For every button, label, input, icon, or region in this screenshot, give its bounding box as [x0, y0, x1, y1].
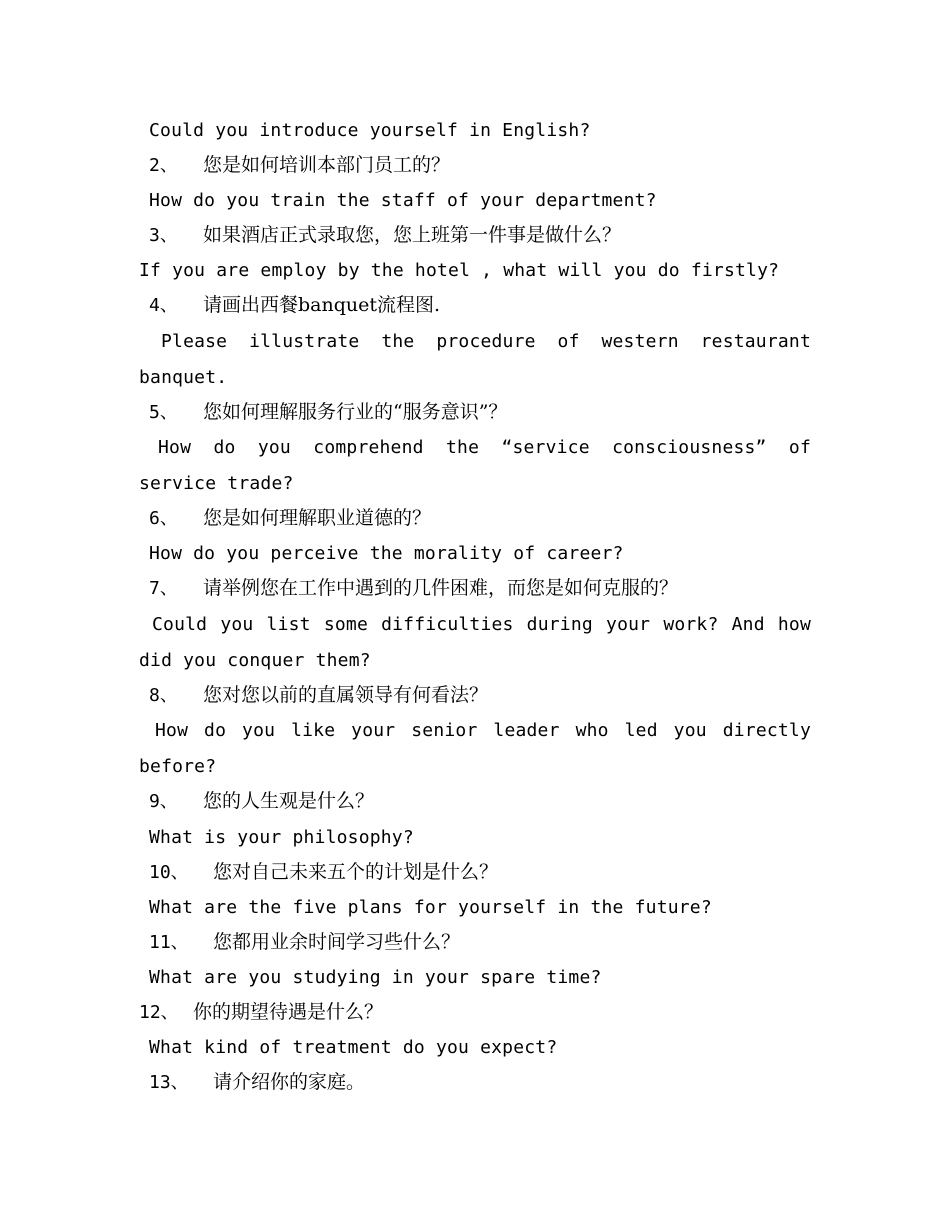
question-1-english: Could you introduce yourself in English?	[149, 120, 591, 141]
question-6-chinese	[149, 501, 821, 536]
question-9-english: What is your philosophy?	[149, 827, 414, 848]
question-8-chinese	[149, 678, 821, 713]
question-8-english-line-2: before?	[139, 756, 217, 777]
question-6-text: 您是如何理解职业道德的？	[203, 507, 432, 529]
question-13-chinese	[149, 1065, 821, 1100]
question-3-number: 3、	[149, 225, 178, 246]
question-7-chinese	[149, 571, 821, 606]
question-6-number: 6、	[149, 508, 178, 529]
question-12-number: 12、	[139, 1002, 179, 1023]
question-6-english: How do you perceive the morality of career?	[149, 543, 624, 564]
question-7-english-line-1: Could you list some difficulties during your work? And how	[152, 614, 811, 635]
question-2-english: How do you train the staff of your department?	[149, 190, 657, 211]
question-12-text: 你的期望待遇是什么？	[193, 1001, 384, 1023]
question-3-chinese	[149, 218, 821, 253]
question-4-english-line-1: Please illustrate the procedure of western restaurant	[161, 331, 811, 352]
question-4-english-line-2: banquet.	[139, 367, 228, 388]
question-10-number: 10、	[149, 862, 189, 883]
question-10-text: 您对自己未来五个的计划是什么？	[213, 861, 499, 883]
question-11-number: 11、	[149, 932, 189, 953]
question-11-chinese	[149, 925, 821, 960]
question-10-chinese	[149, 855, 821, 890]
question-2-number: 2、	[149, 155, 178, 176]
question-5-english-line-2: service trade?	[139, 473, 294, 494]
question-3-english: If you are employ by the hotel , what will you do firstly?	[139, 260, 780, 281]
question-4-chinese	[149, 288, 821, 323]
question-4-number: 4、	[149, 295, 178, 316]
question-3-text: 如果酒店正式录取您，您上班第一件事是做什么？	[203, 224, 622, 246]
question-9-text: 您的人生观是什么？	[203, 790, 375, 812]
question-7-number: 7、	[149, 578, 178, 599]
question-13-number: 13、	[149, 1072, 189, 1093]
question-12-english: What kind of treatment do you expect?	[149, 1037, 558, 1058]
question-7-english-line-2: did you conquer them?	[139, 650, 371, 671]
question-5-chinese	[149, 395, 821, 430]
question-2-chinese	[149, 148, 821, 183]
question-7-text: 请举例您在工作中遇到的几件困难，而您是如何克服的？	[203, 577, 679, 599]
question-8-number: 8、	[149, 685, 178, 706]
question-9-chinese	[149, 784, 821, 819]
question-8-text: 您对您以前的直属领导有何看法？	[203, 684, 489, 706]
question-11-text: 您都用业余时间学习些什么？	[213, 931, 461, 953]
question-11-english: What are you studying in your spare time?	[149, 967, 602, 988]
question-4-text: 请画出西餐banquet流程图.	[203, 294, 441, 316]
question-9-number: 9、	[149, 791, 178, 812]
question-12-chinese	[139, 995, 811, 1030]
question-10-english: What are the five plans for yourself in the future?	[149, 897, 712, 918]
question-5-text: 您如何理解服务行业的“服务意识”？	[203, 401, 508, 423]
question-5-number: 5、	[149, 402, 178, 423]
question-2-text: 您是如何培训本部门员工的？	[203, 154, 451, 176]
question-8-english-line-1: How do you like your senior leader who led you directly	[155, 720, 811, 741]
question-13-text: 请介绍你的家庭。	[213, 1071, 366, 1093]
question-5-english-line-1: How do you comprehend the “service consciousness” of	[158, 437, 811, 458]
